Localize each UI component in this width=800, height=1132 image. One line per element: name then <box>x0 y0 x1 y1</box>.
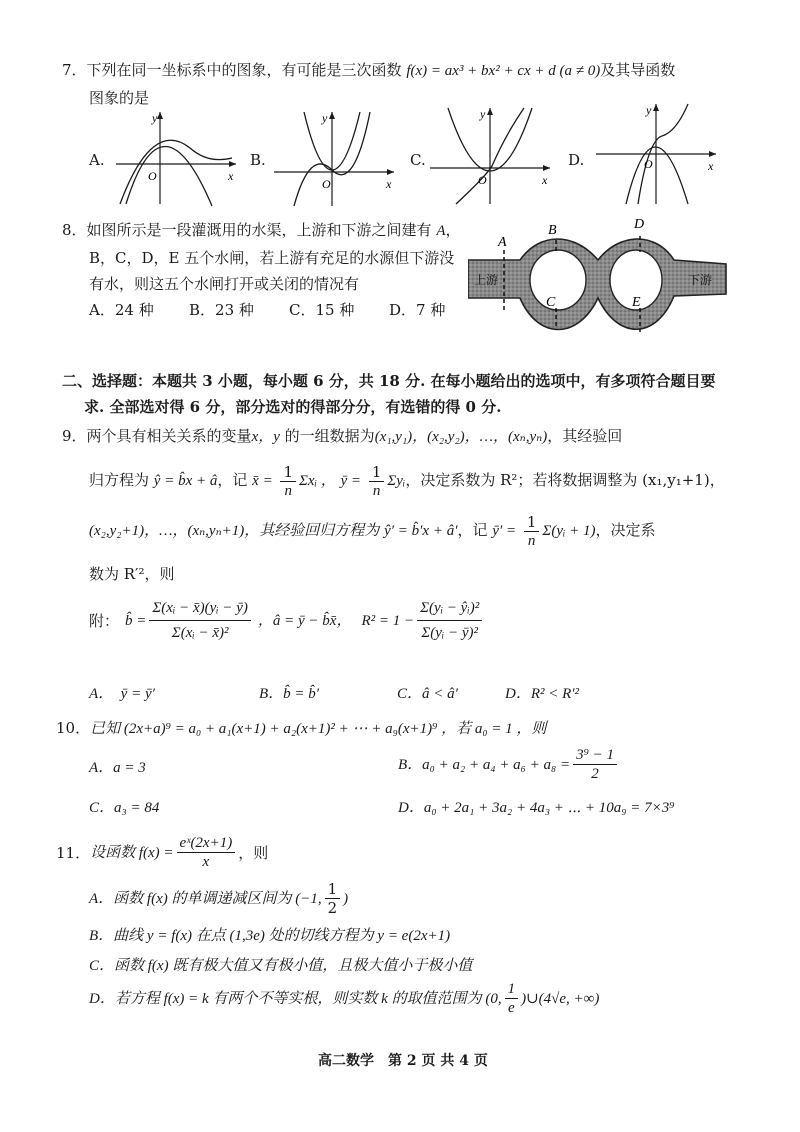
q7-stem-text: 下列在同一坐标系中的图象，有可能是三次函数 <box>86 61 402 79</box>
q9-appendix <box>89 596 485 645</box>
q9-frac-2 <box>369 463 385 500</box>
q9-l3c: ，记 <box>457 521 488 539</box>
q9-l1d: (x₁,y₁)，(x₂,y₂)，…，(xₙ,yₙ) <box>374 429 548 445</box>
q8-line3: 有水，则这五个水闸打开或关闭的情况有 <box>89 275 360 293</box>
q9-l2b: ŷ = b̂x + â <box>153 473 218 489</box>
q8-gate-c-label: C <box>546 295 556 310</box>
q9-line4: 数为 R′²，则 <box>89 565 175 583</box>
q8-line1-text: 如图所示是一段灌溉用的水渠，上游和下游之间建有 <box>86 221 432 239</box>
q10-option-d: D．a₀ + 2a₁ + 3a₂ + 4a₃ + ⋯ + 10a₉ = 7×3⁹ <box>398 800 675 816</box>
q7-a-y-label: y <box>152 111 158 125</box>
q9-l3f: ，决定系 <box>595 521 656 539</box>
q7-option-a-label: A. <box>89 151 105 169</box>
q8-gate-d-label: D <box>634 217 645 232</box>
q8-line1: 8．如图所示是一段灌溉用的水渠，上游和下游之间建有 A， <box>62 221 461 239</box>
q8-options <box>89 298 445 322</box>
q7-stem-line2: 图象的是 <box>89 89 150 107</box>
q11-option-a <box>89 880 348 917</box>
q11-option-d-den: e <box>508 1000 515 1016</box>
q7-option-d-label: D. <box>568 151 585 169</box>
q11-option-a-prefix: A．函数 f(x) 的单调递减区间为 (−1, <box>89 890 322 907</box>
q9-option-d: D．R² < R′² <box>505 686 580 702</box>
q11-option-a-frac <box>325 880 341 917</box>
q10-option-b-den: 2 <box>591 766 599 782</box>
q8-gate-b-label: B <box>548 223 557 238</box>
q9-l2c: ，记 <box>217 471 248 489</box>
q9-l1a: 两个具有相关关系的变量 <box>86 427 252 445</box>
q7-number: 7． <box>62 61 87 79</box>
q8-gate-e-label: E <box>632 295 641 310</box>
section2-header-line1: 二、选择题：本题共 3 小题，每小题 6 分，共 18 分. 在每小题给出的选项中，有多项符合题目要 <box>62 372 716 390</box>
q9-r-den: Σ(yᵢ − ȳ)² <box>421 625 479 641</box>
q7-b-x-label: x <box>386 177 392 191</box>
q11-option-d-num: 1 <box>505 980 519 999</box>
q8-upstream-label: 上游 <box>474 273 499 287</box>
q8-canal-figure <box>468 214 730 346</box>
q7-c-origin: O <box>478 173 487 187</box>
q11-option-d-prefix: D．若方程 f(x) = k 有两个不等实根，则实数 k 的取值范围为 (0, <box>89 990 502 1007</box>
q7-stem-tail: 及其导函数 <box>600 61 676 79</box>
q9-l2g: Σyᵢ <box>387 473 406 489</box>
q7-graph-a <box>112 108 240 208</box>
q10-option-b-num: 3⁹ − 1 <box>573 746 617 765</box>
q9-option-b: B．b̂ = b̂′ <box>259 686 320 702</box>
q9-b-num: Σ(xᵢ − x̄)(yᵢ − ȳ) <box>149 596 251 621</box>
q7-graph-b <box>270 108 398 208</box>
q8-downstream-label: 下游 <box>688 273 713 287</box>
q9-l2f: ȳ = <box>340 473 362 489</box>
q9-frac1-den: n <box>284 482 292 499</box>
q11-number: 11． <box>56 843 91 862</box>
q9-line2 <box>89 460 725 501</box>
q9-b-hat: b̂ = <box>125 612 147 629</box>
q10-stem-text: 已知 (2x+a)⁹ = a₀ + a₁(x+1) + a₂(x+1)² + ⋯ + a₉(x+1)⁹ ，若 a₀ = 1 ，则 <box>90 721 547 737</box>
q9-r-num: Σ(yᵢ − ŷᵢ)² <box>417 596 482 621</box>
q7-graph-c <box>426 104 554 208</box>
q11-option-a-num: 1 <box>325 880 341 899</box>
q9-appendix-label: 附： <box>89 611 120 630</box>
q8-line2: B，C，D，E 五个水闸，若上游有充足的水源但下游没 <box>89 249 455 267</box>
q11-stem <box>56 834 268 871</box>
q7-b-y-label: y <box>322 111 328 125</box>
q9-option-a: A． ȳ = ȳ′ <box>89 686 155 702</box>
q9-l1b: x，y <box>251 429 280 445</box>
q9-frac-1 <box>280 463 296 500</box>
q11-option-c: C．函数 f(x) 既有极大值又有极小值，且极大值小于极小值 <box>89 958 473 974</box>
q9-frac1-num: 1 <box>280 463 296 482</box>
q7-stem-line1 <box>62 58 675 83</box>
q9-l3d: ȳ′ = <box>492 523 517 539</box>
q7-a-origin: O <box>148 169 157 183</box>
q9-l2h: ，决定系数为 R²；若将数据调整为 (x₁,y₁+1)， <box>405 471 725 489</box>
q9-frac2-den: n <box>372 482 381 499</box>
q11-stem-num: eˣ(2x+1) <box>177 834 236 853</box>
q7-c-y-label: y <box>480 107 486 121</box>
q8-option-a: A．24 种 <box>89 301 154 319</box>
q11-stem-b: ，则 <box>238 843 269 862</box>
q7-d-origin: O <box>644 157 653 171</box>
q9-frac3-den: n <box>527 532 536 549</box>
q9-r2: R² = 1 − <box>361 612 415 629</box>
q9-frac3-num: 1 <box>524 513 540 532</box>
q9-line1 <box>62 424 622 449</box>
q9-l2d: x̄ = <box>252 473 273 489</box>
q9-l3b: ŷ′ = b̂′x + â′ <box>384 523 458 539</box>
q9-l1c: 的一组数据为 <box>284 427 375 445</box>
q10-option-c: C．a₃ = 84 <box>89 800 160 816</box>
q11-option-d-suffix: )∪(4√e, +∞) <box>521 990 600 1007</box>
q11-stem-den: x <box>202 854 210 870</box>
section2-header-line2: 求. 全部选对得 6 分，部分选对的得部分分，有选错的得 0 分. <box>84 398 502 416</box>
q9-l3a: (x₂,y₂+1)，…，(xₙ,yₙ+1)，其经验回归方程为 <box>89 523 380 539</box>
q9-l3e: Σ(yᵢ + 1) <box>542 523 596 539</box>
q9-option-c: C．â < â′ <box>397 686 458 702</box>
q9-l2e: Σxᵢ ， <box>299 473 336 489</box>
q7-option-c-label: C. <box>410 151 426 169</box>
q9-l2a: 归方程为 <box>89 471 150 489</box>
q9-frac-3 <box>524 513 540 550</box>
q7-a-x-label: x <box>228 169 234 183</box>
q11-option-b: B．曲线 y = f(x) 在点 (1,3e) 处的切线方程为 y = e(2x+1) <box>89 928 451 944</box>
q10-number: 10． <box>56 719 91 737</box>
q9-frac2-num: 1 <box>369 463 385 482</box>
q7-c-x-label: x <box>542 173 548 187</box>
q11-option-a-den: 2 <box>327 899 338 917</box>
q7-d-x-label: x <box>708 159 714 173</box>
q8-line1-var: A <box>436 223 446 239</box>
q9-b-frac <box>149 596 251 645</box>
q11-option-a-suffix: ) <box>343 890 349 907</box>
q8-option-c: C．15 种 <box>289 301 355 319</box>
q7-graph-d <box>592 100 720 208</box>
q11-option-d <box>89 980 599 1017</box>
q8-option-d: D．7 种 <box>389 301 446 319</box>
q7-b-origin: O <box>322 177 331 191</box>
q9-l1e: ，其经验回 <box>547 427 623 445</box>
q9-a-hat: ，â = ȳ − b̂x̄， <box>257 612 352 629</box>
q10-option-b-frac <box>573 746 617 783</box>
q9-line3 <box>89 510 656 551</box>
q11-option-d-frac <box>505 980 519 1017</box>
q10-option-a: A．a = 3 <box>89 760 146 776</box>
q10-option-b-prefix: B．a₀ + a₂ + a₄ + a₆ + a₈ = <box>398 756 571 773</box>
q8-option-b: B．23 种 <box>189 301 254 319</box>
q7-function: f(x) = ax³ + bx² + cx + d (a ≠ 0) <box>406 63 601 79</box>
q9-options <box>89 682 579 706</box>
q10-option-b <box>398 746 620 783</box>
q9-number: 9． <box>62 427 87 445</box>
q11-stem-a: 设函数 f(x) = <box>90 844 174 861</box>
q8-gate-a-label: A <box>498 235 507 250</box>
q10-stem <box>56 716 546 741</box>
q8-number: 8． <box>62 221 87 239</box>
q7-option-b-label: B. <box>250 151 266 169</box>
page-footer: 高二数学 第 2 页 共 4 页 <box>318 1053 488 1069</box>
q11-stem-frac <box>177 834 236 871</box>
q7-d-y-label: y <box>646 103 652 117</box>
q9-b-den: Σ(xᵢ − x̄)² <box>171 625 229 641</box>
q9-r-frac <box>417 596 482 645</box>
